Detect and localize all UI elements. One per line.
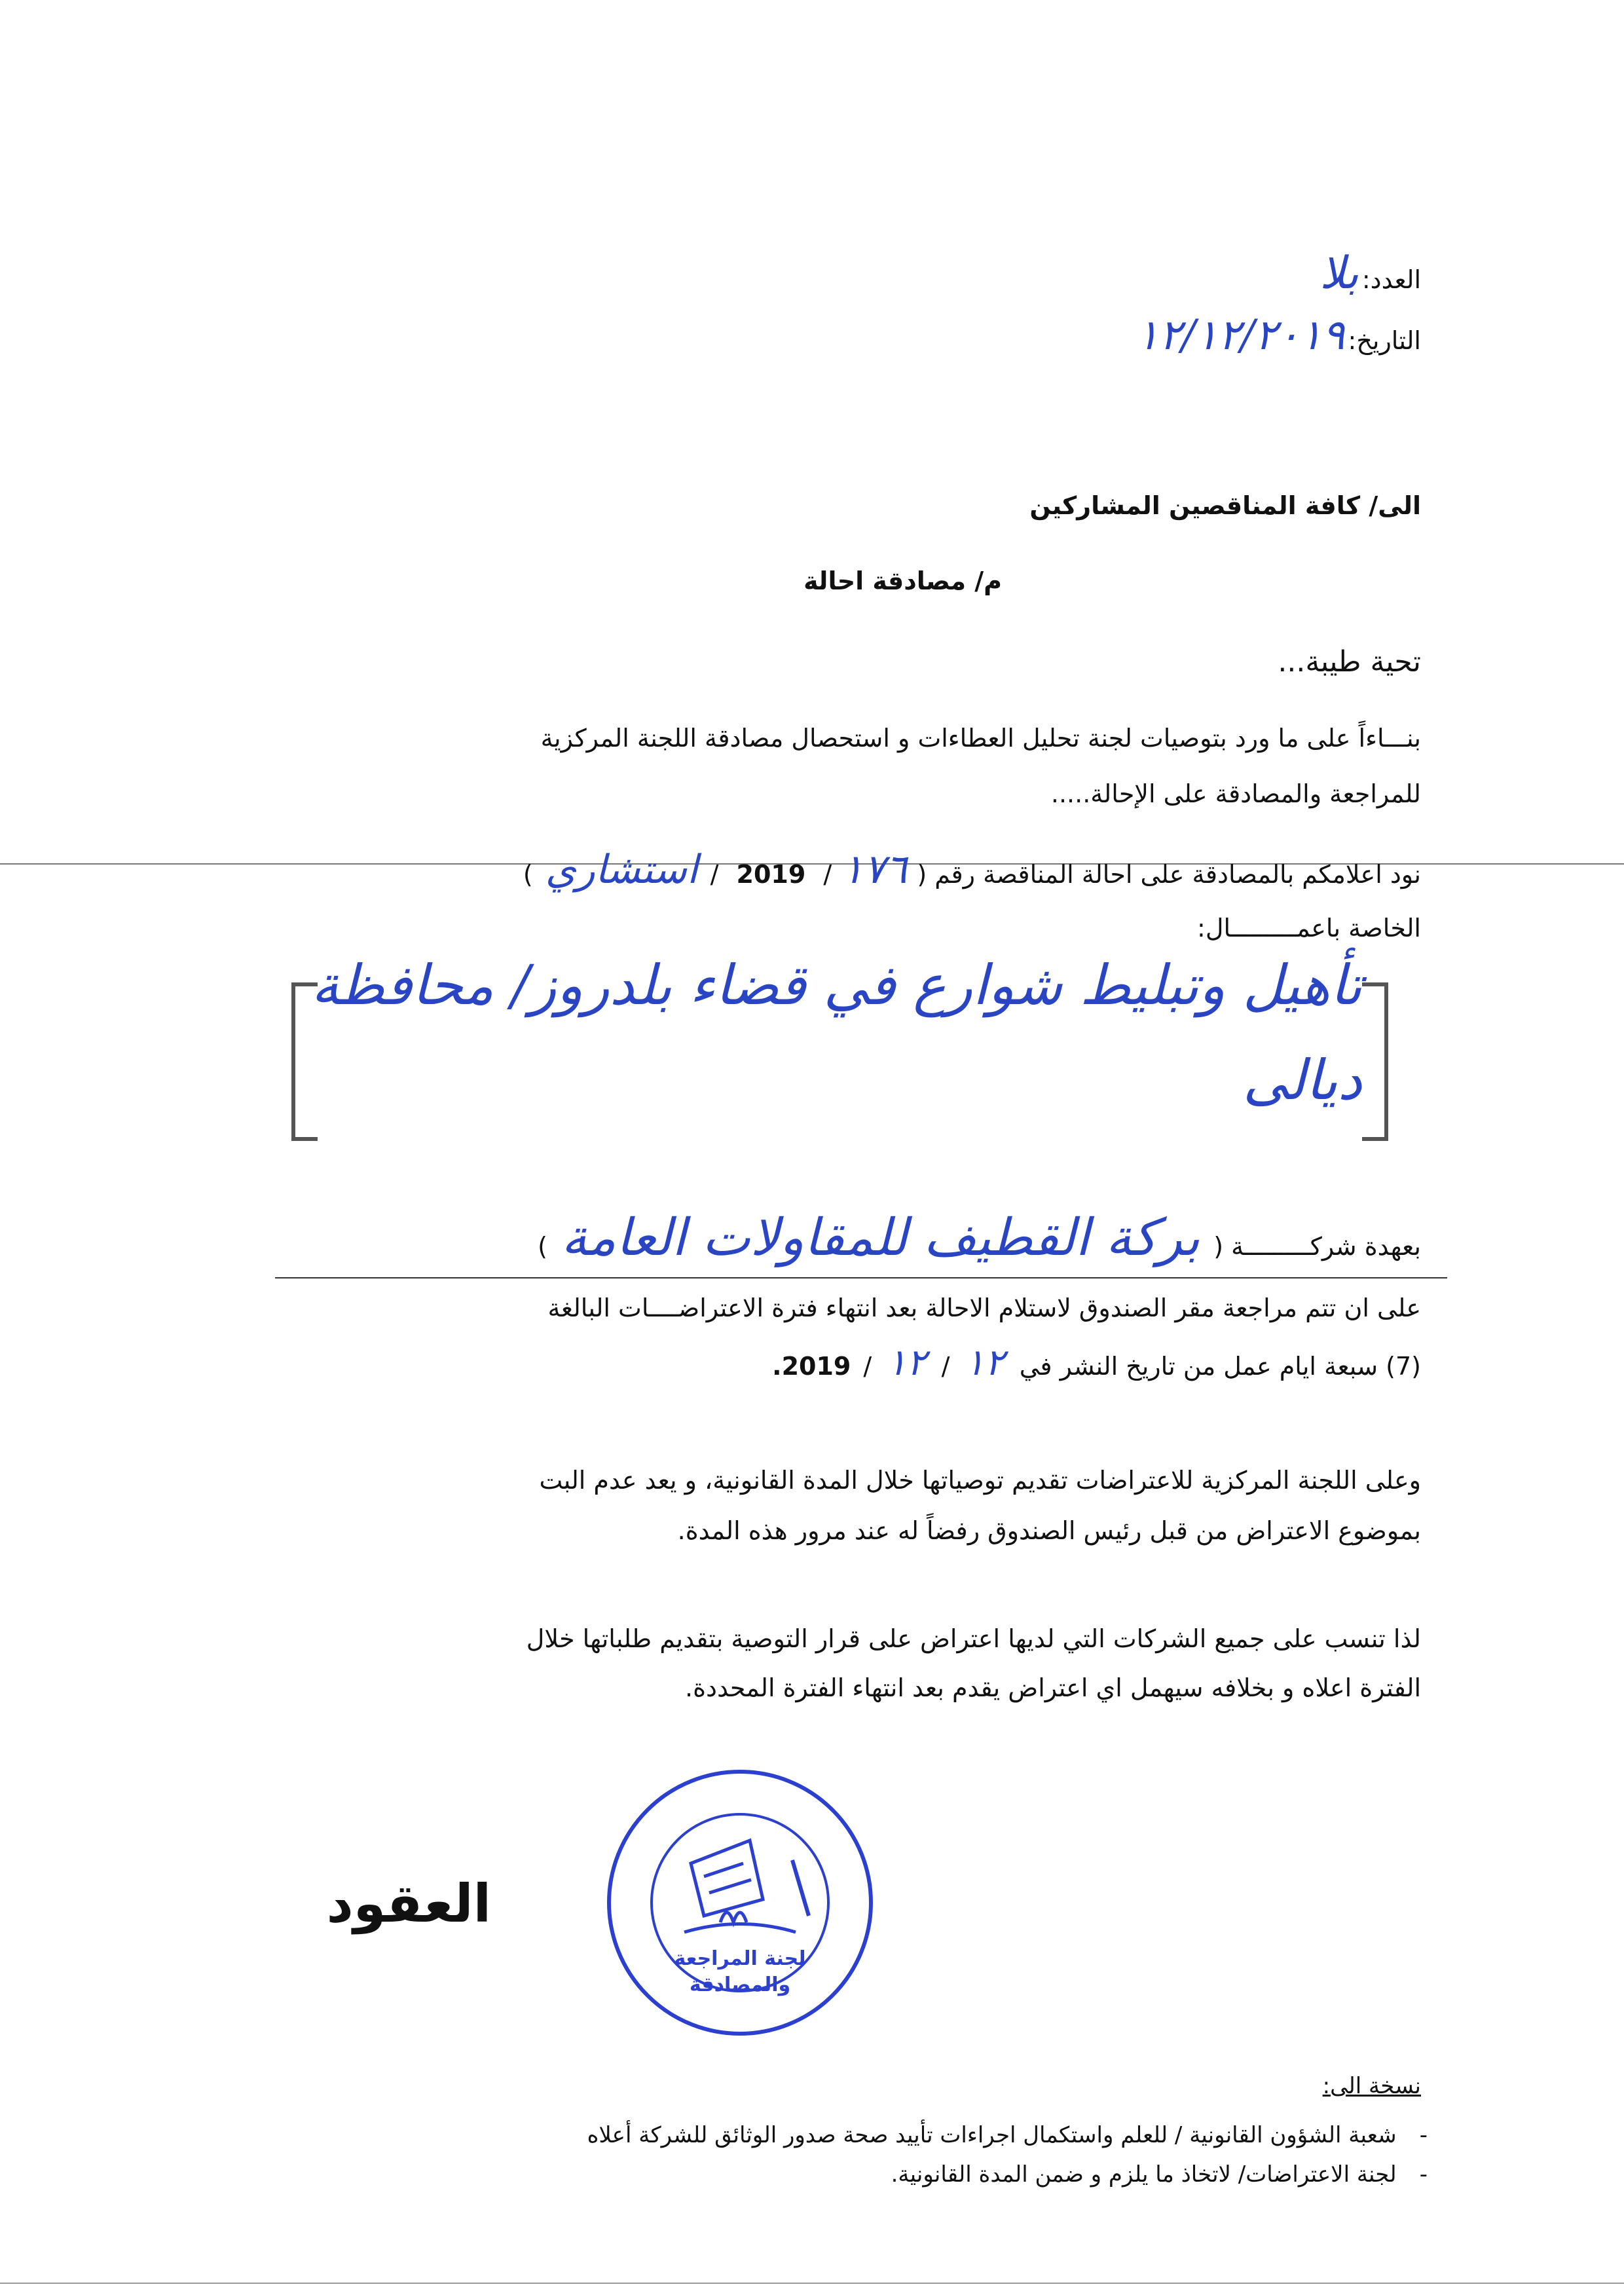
publish-month: ١٢: [887, 1341, 927, 1384]
tender-close: ): [523, 860, 533, 889]
recipient: الى/ كافة المناقصين المشاركين: [1029, 491, 1421, 520]
copy-to-label: نسخة الى:: [1322, 2073, 1421, 2099]
copy-to-item-1: [587, 2122, 1428, 2148]
review-text: (7) سبعة ايام عمل من تاريخ النشر في: [1019, 1352, 1421, 1381]
intro-line-1: بنـــاءاً على ما ورد بتوصيات لجنة تحليل العطاءات و استحصال مصادقة اللجنة المركزية: [540, 724, 1421, 753]
scan-edge-line: [0, 2283, 1624, 2284]
tender-year: 2019: [736, 860, 806, 889]
copy-to-item-2-text: لجنة الاعتراضات/ لاتخاذ ما يلزم و ضمن المدة القانونية.: [891, 2161, 1397, 2188]
company-label: بعهدة شركـــــــــة (: [1213, 1232, 1421, 1261]
committee-line-1: وعلى اللجنة المركزية للاعتراضات تقديم توصياتها خلال المدة القانونية، و يعد عدم البت: [539, 1466, 1421, 1495]
publish-sep-1: /: [941, 1352, 950, 1381]
subject: م/ مصادقة احالة: [803, 567, 1002, 595]
date-label: التاريخ:: [1348, 326, 1421, 355]
date-value: ١٢/١٢/٢٠١٩: [1136, 311, 1345, 360]
review-line-2: [772, 1341, 1421, 1384]
works-label: الخاصة باعمـــــــــال:: [1197, 914, 1421, 942]
bullet-2: -: [1419, 2161, 1428, 2188]
copy-to-item-1-text: شعبة الشؤون القانونية / للعلم واستكمال اجراءات تأييد صحة صدور الوثائق للشركة أعلاه: [587, 2122, 1397, 2148]
tender-type: استشاري: [545, 847, 698, 893]
company-line: [538, 1208, 1421, 1267]
publish-day: ١٢: [965, 1341, 1005, 1384]
svg-text:صندوق اعادة اعمار المناطق المت: [606, 1768, 615, 1773]
publish-sep-2: /: [863, 1352, 872, 1381]
tender-text: نود اعلامكم بالمصادقة على احالة المناقصة رقم (: [917, 860, 1421, 889]
company-close: ): [538, 1232, 547, 1261]
tender-separator-1: /: [823, 860, 832, 889]
tender-number: ١٧٦: [841, 845, 908, 893]
works-description-line-1: تأهيل وتبليط شوارع في قضاء بلدروز/ محافظة: [311, 953, 1362, 1017]
stamp-ring-text: [606, 1768, 615, 1773]
number-label: العدد:: [1361, 265, 1421, 294]
company-underline: [275, 1277, 1447, 1278]
greeting: تحية طيبة...: [1278, 645, 1421, 679]
company-name: بركة القطيف للمقاولات العامة: [561, 1208, 1200, 1267]
tender-separator-2: /: [710, 860, 719, 889]
copy-to-item-2: [891, 2161, 1428, 2188]
notice-line-1: لذا تنسب على جميع الشركات التي لديها اعتراض على قرار التوصية بتقديم طلباتها خلال: [526, 1624, 1421, 1653]
stamp-graphic: [606, 1768, 874, 2037]
official-stamp: [606, 1768, 874, 2037]
tender-line: [523, 845, 1421, 893]
number-value: بلا: [1320, 248, 1359, 299]
publish-year: 2019.: [772, 1352, 851, 1381]
bullet-1: -: [1419, 2122, 1428, 2148]
stamp-center-line-1: لجنة المراجعة: [674, 1947, 806, 1970]
document-date: [1136, 311, 1421, 360]
right-bracket: [1362, 982, 1388, 1141]
stamp-emblem-icon: [684, 1840, 809, 1932]
notice-line-2: الفترة اعلاه و بخلافه سيهمل اي اعتراض يقدم بعد انتهاء الفترة المحددة.: [685, 1673, 1421, 1702]
document-number: [1320, 248, 1421, 299]
stamp-center-line-2: والمصادقة: [689, 1973, 791, 1996]
committee-line-2: بموضوع الاعتراض من قبل رئيس الصندوق رفضاً له عند مرور هذه المدة.: [677, 1516, 1421, 1545]
works-description-line-2: ديالى: [1243, 1048, 1362, 1112]
signature-contracts: العقود: [326, 1873, 491, 1934]
intro-line-2: للمراجعة والمصادقة على الإحالة.....: [1050, 779, 1421, 808]
review-line-1: على ان تتم مراجعة مقر الصندوق لاستلام الاحالة بعد انتهاء فترة الاعتراضــــات البالغة: [547, 1294, 1421, 1322]
